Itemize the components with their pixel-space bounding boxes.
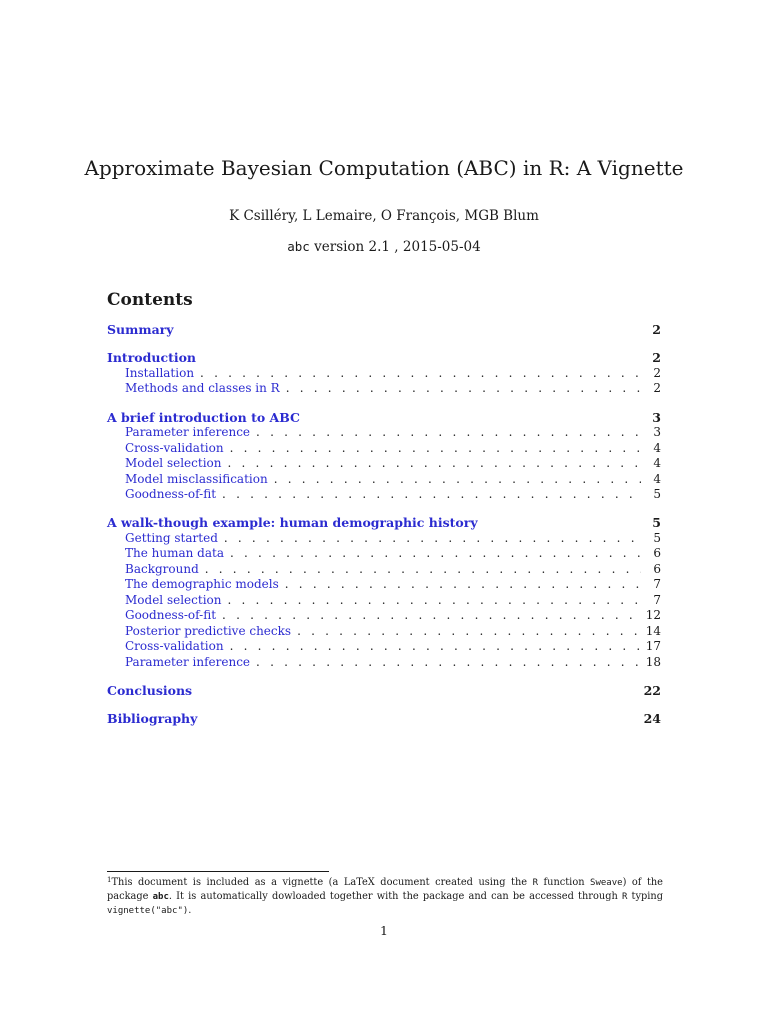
- toc-entry-label[interactable]: A brief introduction to ABC: [107, 410, 300, 425]
- toc-leader-dots: [227, 456, 641, 470]
- footnote-marker: 1: [107, 876, 112, 884]
- toc-section-entry[interactable]: [107, 515, 661, 531]
- toc-entry-page: 2: [653, 381, 661, 395]
- contents-heading: Contents: [107, 290, 193, 310]
- toc-leader-dots: [230, 639, 640, 653]
- document-version: [0, 239, 768, 255]
- toc-leader-dots: [274, 472, 641, 486]
- toc-entry-page: 14: [645, 624, 661, 638]
- toc-entry-label[interactable]: A walk-though example: human demographic history: [107, 515, 478, 530]
- toc-entry-page: 24: [643, 711, 661, 726]
- toc-entry-page: 5: [652, 515, 661, 530]
- toc-entry-label[interactable]: Cross-validation: [125, 639, 224, 653]
- toc-subsection-entry[interactable]: [107, 487, 661, 503]
- toc-entry-page: 5: [653, 531, 661, 545]
- toc-section-entry[interactable]: [107, 322, 661, 338]
- toc-entry-label[interactable]: Goodness-of-fit: [125, 608, 217, 622]
- footnote-text: This document is included as a vignette (a: [111, 877, 344, 888]
- version-text: version 2.1 , 2015-05-04: [309, 239, 481, 255]
- toc-subsection-entry[interactable]: [107, 366, 661, 382]
- toc-entry-label[interactable]: Parameter inference: [125, 425, 251, 439]
- toc-entry-label[interactable]: Summary: [107, 322, 174, 337]
- toc-subsection-entry[interactable]: [107, 608, 661, 624]
- toc-entry-label[interactable]: Introduction: [107, 350, 197, 365]
- toc-entry-label[interactable]: Getting started: [125, 531, 218, 545]
- toc-subsection-entry[interactable]: [107, 546, 661, 562]
- toc-leader-dots: [205, 562, 641, 576]
- toc-entry-label[interactable]: Model selection: [125, 593, 222, 607]
- footnote-package: abc: [152, 892, 169, 902]
- footnote-r: R: [621, 892, 628, 902]
- toc-entry-label[interactable]: Model misclassification: [125, 472, 268, 486]
- toc-section-entry[interactable]: [107, 683, 661, 699]
- toc-entry-label[interactable]: Methods and classes in R: [125, 381, 280, 395]
- toc-entry-page: 12: [645, 608, 661, 622]
- toc-subsection-entry[interactable]: [107, 624, 661, 640]
- toc-entry-page: 4: [653, 441, 661, 455]
- toc-subsection-entry[interactable]: [107, 531, 661, 547]
- footnote-text: ) of the package: [107, 877, 663, 902]
- toc-leader-dots: [227, 593, 641, 607]
- latex-logo: LaTeX: [343, 877, 375, 888]
- document-title: Approximate Bayesian Computation (ABC) in R: A Vignette: [84, 156, 684, 180]
- footnote-text: document created using the: [374, 877, 533, 888]
- toc-entry-page: 7: [653, 577, 661, 591]
- toc-section-entry[interactable]: [107, 711, 661, 727]
- toc-subsection-entry[interactable]: [107, 639, 661, 655]
- toc-subsection-entry[interactable]: [107, 562, 661, 578]
- footnote-command: vignette("abc"): [107, 906, 189, 916]
- footnote-text: .: [188, 905, 192, 916]
- toc-leader-dots: [230, 441, 641, 455]
- toc-entry-page: 2: [653, 366, 661, 380]
- toc-entry-label[interactable]: Installation: [125, 366, 195, 380]
- toc-entry-page: 2: [652, 350, 661, 365]
- toc-section-entry[interactable]: [107, 350, 661, 366]
- footnote-text: typing: [627, 891, 664, 902]
- toc-subsection-entry[interactable]: [107, 381, 661, 397]
- toc-entry-label[interactable]: Conclusions: [107, 683, 193, 698]
- toc-entry-page: 18: [645, 655, 661, 669]
- toc-entry-page: 22: [643, 683, 661, 698]
- toc-entry-page: 2: [652, 322, 661, 337]
- toc-entry-page: 4: [653, 456, 661, 470]
- document-authors: K Csilléry, L Lemaire, O François, MGB Blum: [229, 208, 539, 224]
- toc-leader-dots: [256, 655, 640, 669]
- toc-subsection-entry[interactable]: [107, 655, 661, 671]
- toc-leader-dots: [222, 487, 641, 501]
- toc-entry-label[interactable]: Parameter inference: [125, 655, 251, 669]
- toc-leader-dots: [256, 425, 641, 439]
- toc-section-entry[interactable]: [107, 410, 661, 426]
- toc-leader-dots: [224, 531, 641, 545]
- toc-subsection-entry[interactable]: [107, 456, 661, 472]
- toc-entry-label[interactable]: Bibliography: [107, 711, 198, 726]
- package-name: abc: [287, 239, 310, 254]
- toc-subsection-entry[interactable]: [107, 593, 661, 609]
- footnote-r: R: [532, 878, 538, 888]
- toc-leader-dots: [286, 381, 641, 395]
- toc-entry-page: 6: [653, 562, 661, 576]
- footnote-text: . It is automatically dowloaded together with the package and can be accessed through: [168, 891, 622, 902]
- toc-entry-label[interactable]: Background: [125, 562, 199, 576]
- toc-subsection-entry[interactable]: [107, 441, 661, 457]
- toc-subsection-entry[interactable]: [107, 425, 661, 441]
- toc-entry-label[interactable]: The demographic models: [125, 577, 279, 591]
- toc-leader-dots: [285, 577, 641, 591]
- toc-subsection-entry[interactable]: [107, 577, 661, 593]
- toc-entry-page: 4: [653, 472, 661, 486]
- toc-entry-label[interactable]: Model selection: [125, 456, 222, 470]
- toc-entry-label[interactable]: Goodness-of-fit: [125, 487, 217, 501]
- toc-entry-page: 6: [653, 546, 661, 560]
- toc-entry-label[interactable]: Cross-validation: [125, 441, 224, 455]
- toc-leader-dots: [222, 608, 640, 622]
- footnote-sweave: Sweave: [590, 878, 623, 888]
- toc-leader-dots: [230, 546, 641, 560]
- footnote-text: function: [538, 877, 591, 888]
- footnote-divider: [107, 871, 329, 872]
- toc-subsection-entry[interactable]: [107, 472, 661, 488]
- toc-entry-page: 3: [653, 425, 661, 439]
- toc-entry-page: 5: [653, 487, 661, 501]
- footnote: [107, 873, 663, 918]
- toc-leader-dots: [297, 624, 640, 638]
- toc-entry-page: 17: [645, 639, 661, 653]
- toc-leader-dots: [200, 366, 641, 380]
- toc-entry-label[interactable]: Posterior predictive checks: [125, 624, 292, 638]
- page-number: 1: [380, 923, 388, 938]
- toc-entry-label[interactable]: The human data: [125, 546, 224, 560]
- toc-entry-page: 3: [652, 410, 661, 425]
- toc-entry-page: 7: [653, 593, 661, 607]
